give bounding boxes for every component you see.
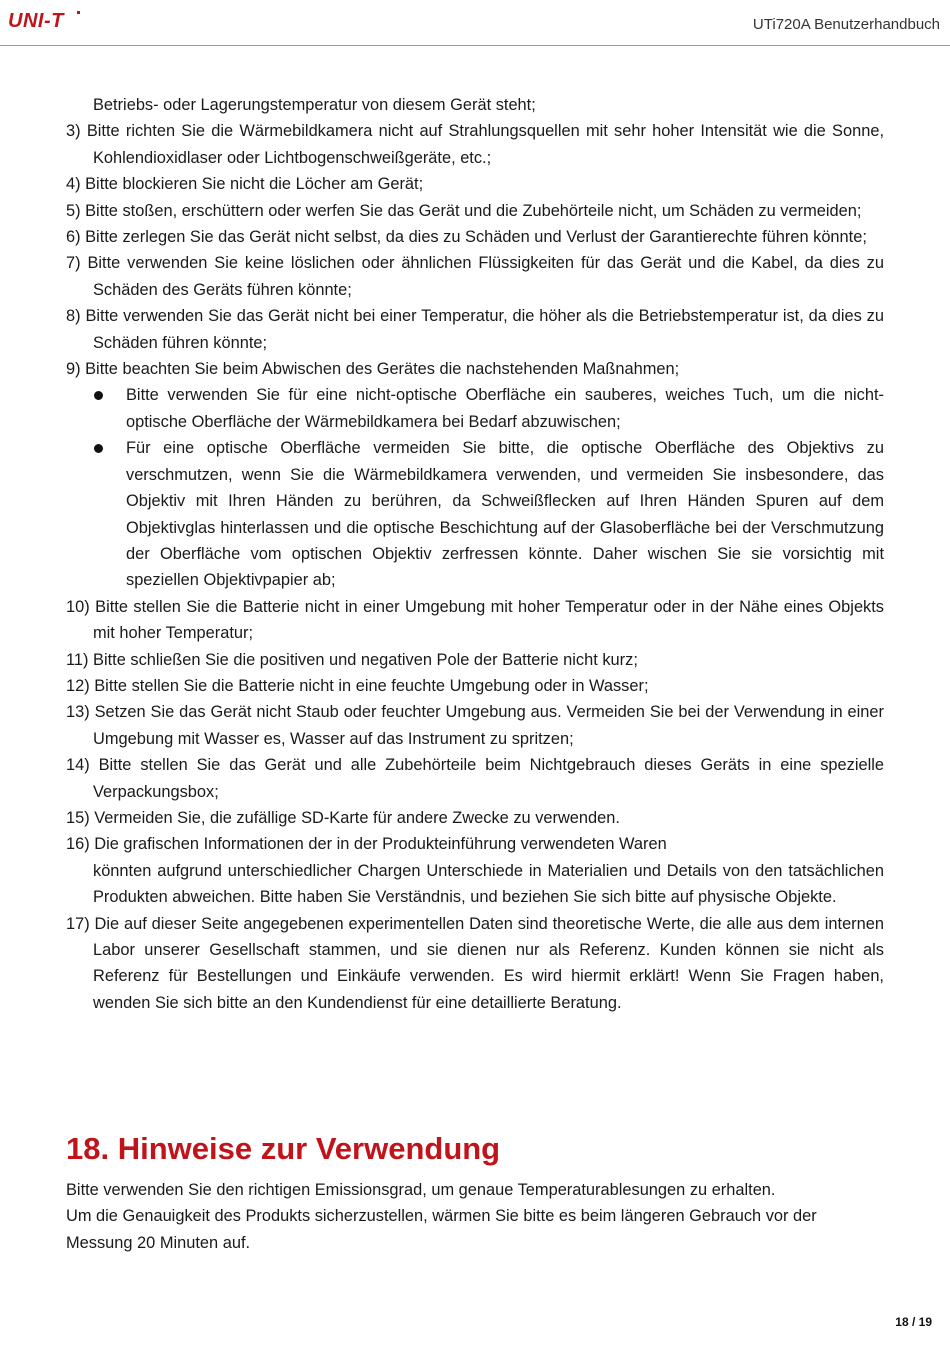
bullet-dot-icon [94, 391, 103, 400]
bullet-item [66, 382, 884, 435]
header-divider [0, 45, 950, 46]
list-item-9: 9) Bitte beachten Sie beim Abwischen des Gerätes die nachstehenden Maßnahmen; [66, 360, 680, 379]
list-item-8: 8) Bitte verwenden Sie das Gerät nicht bei einer Temperatur, die höher als die Betriebstemperatur ist, da dies zu Schäden führen könnte; [66, 307, 884, 352]
list-item-10: 10) Bitte stellen Sie die Batterie nicht in einer Umgebung mit hoher Temperatur oder in der Nähe eines Objekts mit hoher Temperatur; [66, 597, 884, 643]
page-number: 18 / 19 [895, 1315, 932, 1329]
page-header [0, 0, 950, 46]
list-item-6: 6) Bitte zerlegen Sie das Gerät nicht selbst, da dies zu Schäden und Verlust der Garantierechte führen könnte; [66, 228, 867, 247]
section-paragraph: Um die Genauigkeit des Produkts sicherzustellen, wärmen Sie bitte es beim längeren Gebrauch vor der Messung 20 Minuten auf. [66, 1207, 817, 1252]
section-paragraph: Bitte verwenden Sie den richtigen Emissionsgrad, um genaue Temperaturablesungen zu erhalten. [66, 1181, 776, 1199]
bullet-text: Bitte verwenden Sie für eine nicht-optische Oberfläche ein sauberes, weiches Tuch, um die nicht-optische Oberfläche der Wärmebildkamera bei Bedarf abzuwischen; [126, 386, 884, 431]
list-item-5: 5) Bitte stoßen, erschüttern oder werfen Sie das Gerät und die Zubehörteile nicht, um Schäden zu vermeiden; [66, 201, 862, 220]
bullet-text: Für eine optische Oberfläche vermeiden Sie bitte, die optische Oberfläche des Objektivs zu verschmutzen, wenn Sie die Wärmebildkamera verwenden, und vermeiden Sie insbesondere, das Objektiv mit Ihren Händen zu berühren, da Schweißflecken auf Ihren Händen Spuren auf dem Objektivglas hinterlassen und die optische Beschichtung auf der Glasoberfläche bei der Verschmutzung der Oberfläche vom optischen Objektiv zerfressen könnte. Daher wischen Sie sie vorsichtig mit speziellen Objektivpapier ab; [126, 439, 884, 590]
list-item-11: 11) Bitte schließen Sie die positiven und negativen Pole der Batterie nicht kurz; [66, 650, 638, 669]
document-title: UTi720A Benutzerhandbuch [752, 16, 940, 33]
bullet-dot-icon [94, 444, 103, 453]
list-item-4: 4) Bitte blockieren Sie nicht die Löcher am Gerät; [66, 175, 424, 194]
list-item-15: 15) Vermeiden Sie, die zufällige SD-Karte für andere Zwecke zu verwenden. [66, 808, 620, 827]
section-heading: 18. Hinweise zur Verwendung [66, 1131, 501, 1166]
list-item-14: 14) Bitte stellen Sie das Gerät und alle Zubehörteile beim Nichtgebrauch dieses Geräts in eine spezielle Verpackungsbox; [66, 756, 884, 801]
list-item-16-lead: 16) Die grafischen Informationen der in der Produkteinführung verwendeten Waren [66, 835, 667, 854]
uni-t-logo [8, 9, 88, 31]
continuation-line: Betriebs- oder Lagerungstemperatur von diesem Gerät steht; [93, 96, 536, 114]
list-item-3: 3) Bitte richten Sie die Wärmebildkamera nicht auf Strahlungsquellen mit sehr hoher Intensität wie die Sonne, Kohlendioxidlaser oder Lichtbogenschweißgeräte, etc.; [66, 122, 884, 167]
list-item-17: 17) Die auf dieser Seite angegebenen experimentellen Daten sind theoretische Werte, die alle aus dem internen Labor unserer Gesellschaft stammen, und sie dienen nur als Referenz. Kunden können sie nicht als Referenz für Bestellungen und Einkäufe verwenden. Es wird hiermit erklärt! Wenn Sie Fragen haben, wenden Sie sich bitte an den Kundendienst für eine detaillierte Beratung. [66, 914, 884, 1012]
bullet-item [66, 435, 884, 593]
section-body [66, 1177, 884, 1256]
list-item-16-continuation: könnten aufgrund unterschiedlicher Chargen Unterschiede in Materialien und Details von den tatsächlichen Produkten abweichen. Bitte haben Sie Verständnis, und beziehen Sie sich bitte auf physische Objekte. [93, 861, 884, 907]
instructions-list [66, 92, 884, 1016]
list-item-13: 13) Setzen Sie das Gerät nicht Staub oder feuchter Umgebung aus. Vermeiden Sie bei der Verwendung in einer Umgebung mit Wasser es, Wasser auf das Instrument zu spritzen; [66, 703, 884, 748]
list-item-7: 7) Bitte verwenden Sie keine löslichen oder ähnlichen Flüssigkeiten für das Gerät und die Kabel, da dies zu Schäden des Geräts führen könnte; [66, 254, 884, 299]
list-item-12: 12) Bitte stellen Sie die Batterie nicht in eine feuchte Umgebung oder in Wasser; [66, 676, 649, 695]
svg-text:UNI-T: UNI-T [8, 10, 64, 31]
